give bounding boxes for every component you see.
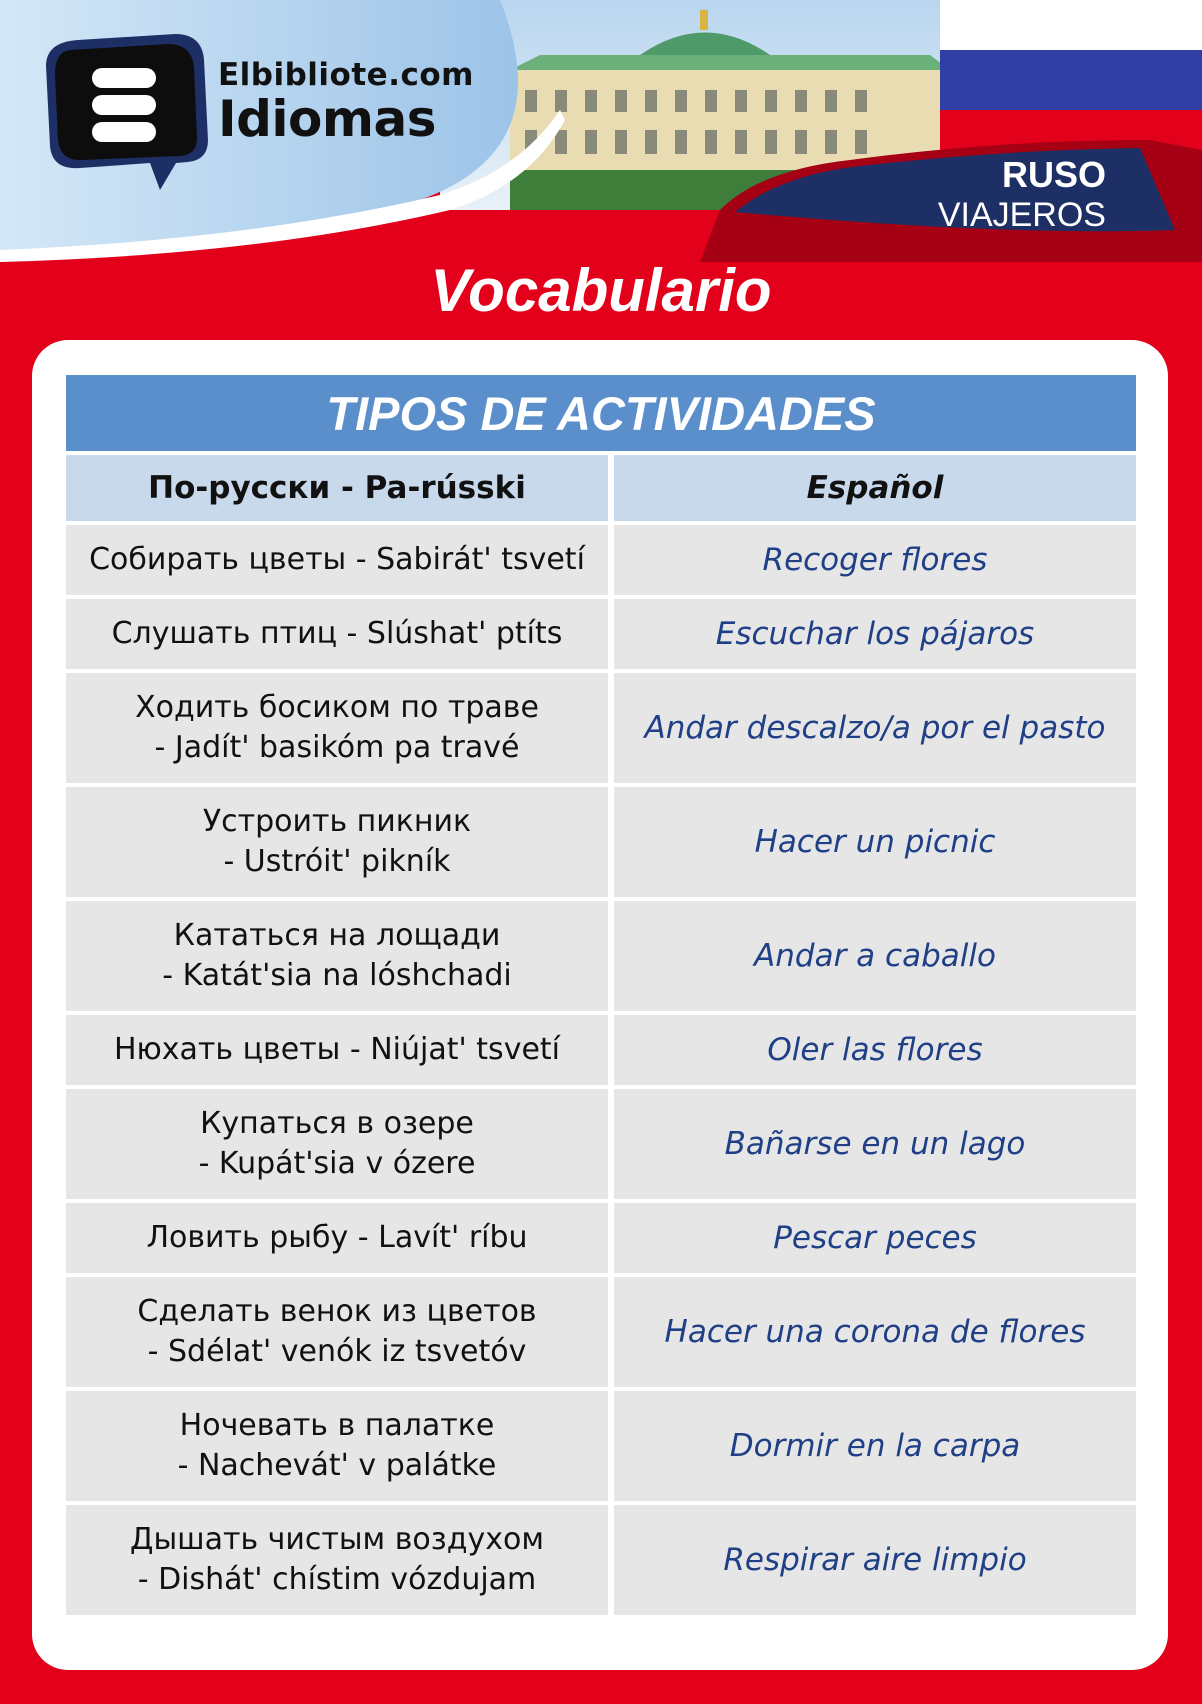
russian-cell	[66, 1015, 614, 1085]
russian-phrase-line: - Dishát' chístim vózdujam	[137, 1562, 537, 1597]
spanish-cell: Hacer un picnic	[614, 787, 1136, 897]
spanish-cell: Bañarse en un lago	[614, 1089, 1136, 1199]
russian-phrase-line: Слушать птиц - Slúshat' ptíts	[111, 616, 563, 651]
russian-cell	[66, 599, 614, 669]
russian-phrase-line: Устроить пикник	[202, 804, 472, 839]
russian-cell	[66, 1391, 614, 1501]
header-banner	[0, 0, 1202, 262]
table-row	[66, 1015, 1136, 1085]
russian-cell	[66, 1089, 614, 1199]
russian-phrase-line: Дышать чистым воздухом	[130, 1522, 544, 1557]
russian-phrase-line: Купаться в озере	[200, 1106, 474, 1141]
brand-name: Idiomas	[218, 90, 436, 148]
spanish-cell: Escuchar los pájaros	[614, 599, 1136, 669]
vocabulary-table	[66, 371, 1136, 1619]
spanish-cell: Pescar peces	[614, 1203, 1136, 1273]
russian-cell	[66, 673, 614, 783]
table-row	[66, 787, 1136, 897]
site-name: Elbibliote.com	[218, 57, 474, 93]
spanish-cell: Recoger flores	[614, 525, 1136, 595]
spanish-cell: Andar descalzo/a por el pasto	[614, 673, 1136, 783]
russian-phrase-line: Сделать венок из цветов	[137, 1294, 537, 1329]
russian-cell	[66, 1203, 614, 1273]
page-title: Vocabulario	[430, 257, 772, 324]
russian-phrase-line: Собирать цветы - Sabirát' tsvetí	[89, 542, 585, 577]
russian-phrase-line: - Ustróit' pikník	[223, 844, 451, 879]
spanish-cell: Oler las flores	[614, 1015, 1136, 1085]
column-header-spanish: Español	[614, 455, 1136, 521]
column-header-russian: По-русски - Pa-rússki	[66, 455, 614, 521]
spanish-cell: Andar a caballo	[614, 901, 1136, 1011]
vocabulary-rows	[66, 525, 1136, 1615]
russian-phrase-line: Ловить рыбу - Lavít' ríbu	[146, 1220, 528, 1255]
russian-phrase-line: Ночевать в палатке	[179, 1408, 495, 1443]
russian-phrase-line: - Jadít' basikóm pa travé	[154, 730, 520, 765]
language-label: RUSO	[1001, 154, 1106, 195]
table-row	[66, 1505, 1136, 1615]
russian-phrase-line: Нюхать цветы - Niújat' tsvetí	[113, 1032, 560, 1067]
spanish-cell: Dormir en la carpa	[614, 1391, 1136, 1501]
russian-phrase-line: - Nachevát' v palátke	[177, 1448, 497, 1483]
section-title: TIPOS DE ACTIVIDADES	[66, 375, 1136, 451]
table-row	[66, 1089, 1136, 1199]
russian-phrase-line: Ходить босиком по траве	[135, 690, 539, 725]
table-row	[66, 599, 1136, 669]
russian-cell	[66, 1505, 614, 1615]
russian-cell	[66, 901, 614, 1011]
table-row	[66, 673, 1136, 783]
logo-text	[218, 58, 474, 146]
level-label: VIAJEROS	[937, 196, 1106, 234]
spanish-cell: Respirar aire limpio	[614, 1505, 1136, 1615]
table-row	[66, 901, 1136, 1011]
table-row	[66, 1203, 1136, 1273]
russian-phrase-line: - Kupát'sia v ózere	[198, 1146, 476, 1181]
table-row	[66, 525, 1136, 595]
table-row	[66, 1391, 1136, 1501]
russian-phrase-line: Кататься на лощади	[173, 918, 501, 953]
russian-phrase-line: - Katát'sia na lóshchadi	[162, 958, 512, 993]
russian-cell	[66, 787, 614, 897]
table-row	[66, 1277, 1136, 1387]
language-badge	[938, 155, 1106, 235]
russian-cell	[66, 1277, 614, 1387]
russian-phrase-line: - Sdélat' venók iz tsvetóv	[147, 1334, 527, 1369]
spanish-cell: Hacer una corona de flores	[614, 1277, 1136, 1387]
russian-cell	[66, 525, 614, 595]
